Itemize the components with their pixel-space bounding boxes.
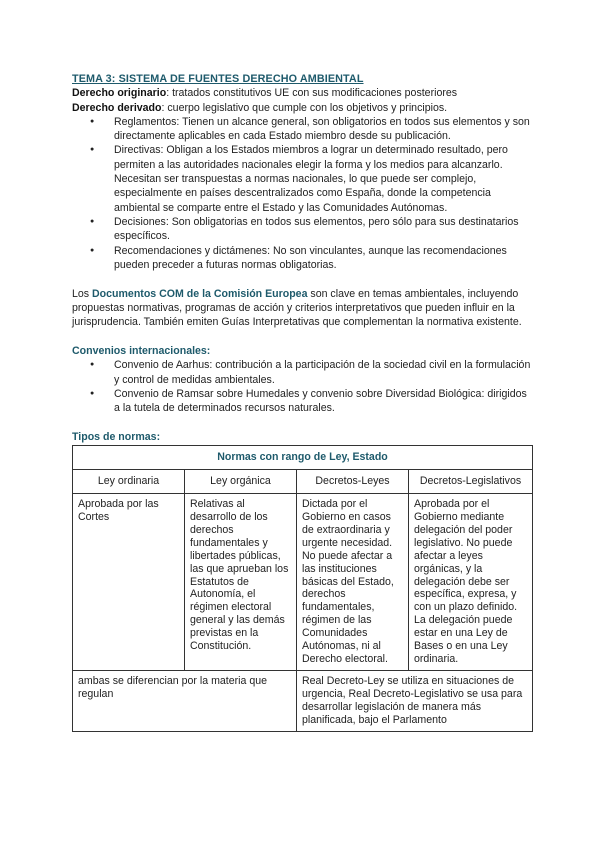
list-item: ● Convenio de Ramsar sobre Humedales y convenio sobre Diversidad Biológica: dirigidos a la tutela de determinados recursos naturales. (114, 387, 534, 416)
table-cell: Aprobada por las Cortes (73, 494, 185, 671)
paragraph-prefix: Los (72, 287, 93, 300)
table-cell: Relativas al desarrollo de los derechos fundamentales y libertades públicas, las que aprueban los Estatutos de Autonomía, el régimen electoral general y las demás previstas en la Constitución. (185, 494, 297, 671)
list-item: ● Decisiones: Son obligatorias en todos sus elementos, pero sólo para sus destinatarios específicos. (114, 215, 534, 244)
definition-derivado (72, 101, 534, 115)
table-cell: ambas se diferencian por la materia que regulan (73, 670, 297, 731)
com-documents-highlight: Documentos COM de la Comisión Europea (92, 287, 308, 300)
derived-law-list (72, 115, 534, 272)
definition-originario (72, 86, 534, 100)
document-page (72, 72, 534, 732)
table-cell: Dictada por el Gobierno en casos de extraordinaria y urgente necesidad. No puede afectar a las instituciones básicas del Estado, derechos fundamentales, régimen de las Comunidades Autónomas, ni al Derecho electoral. (297, 494, 409, 671)
definition-term: Derecho originario (72, 87, 167, 100)
conventions-list (72, 358, 534, 415)
table-cell: Real Decreto-Ley se utiliza en situaciones de urgencia, Real Decreto-Legislativo se usa para desarrollar legislación de manera más planificada, bajo el Parlamento (297, 670, 533, 731)
norm-types-heading: Tipos de normas: (72, 431, 161, 444)
table-caption: Normas con rango de Ley, Estado (73, 446, 533, 470)
paragraph-rest: son clave en temas ambientales, incluyendo propuestas normativas, programas de acción y criterios interpretativos que pueden influir en la jurisprudencia. También emiten Guías Interpretativas que complementan la normativa existente. (72, 287, 522, 329)
column-header: Decretos-Legislativos (409, 470, 533, 494)
list-item: ● Convenio de Aarhus: contribución a la participación de la sociedad civil en la formulación y control de medidas ambientales. (114, 358, 534, 387)
table-cell: Aprobada por el Gobierno mediante delegación del poder legislativo. No puede afectar a leyes orgánicas, y la delegación debe ser específica, expresa, y con un plazo definido. La delegación puede estar en una Ley de Bases o en una Ley ordinaria. (409, 494, 533, 671)
column-header: Decretos-Leyes (297, 470, 409, 494)
list-item: ● Reglamentos: Tienen un alcance general, son obligatorios en todos sus elementos y son directamente aplicables en cada Estado miembro desde su publicación. (114, 115, 534, 144)
list-item: ● Recomendaciones y dictámenes: No son vinculantes, aunque las recomendaciones pueden preceder a futuras normas obligatorias. (114, 244, 534, 273)
norm-types-table (72, 445, 533, 732)
table-footer-row (73, 670, 533, 731)
definition-text: : cuerpo legislativo que cumple con los objetivos y principios. (161, 101, 448, 114)
table-header-row (73, 470, 533, 494)
com-documents-paragraph (72, 287, 534, 330)
definition-text: : tratados constitutivos UE con sus modificaciones posteriores (166, 87, 458, 100)
page-title: TEMA 3: SISTEMA DE FUENTES DERECHO AMBIENTAL (72, 73, 364, 85)
definition-term: Derecho derivado (72, 101, 162, 114)
conventions-heading: Convenios internacionales: (72, 345, 211, 358)
column-header: Ley orgánica (185, 470, 297, 494)
column-header: Ley ordinaria (73, 470, 185, 494)
list-item: ● Directivas: Obligan a los Estados miembros a lograr un determinado resultado, pero permiten a las autoridades nacionales elegir la forma y los medios para alcanzarlo. Necesitan ser transpuestas a normas nacionales, lo que puede ser complejo, especialmente en países descentralizados como España, donde la competencia ambiental se comparte entre el Estado y las Comunidades Autónomas. (114, 143, 534, 214)
table-row (73, 494, 533, 671)
table-caption-row (73, 446, 533, 470)
